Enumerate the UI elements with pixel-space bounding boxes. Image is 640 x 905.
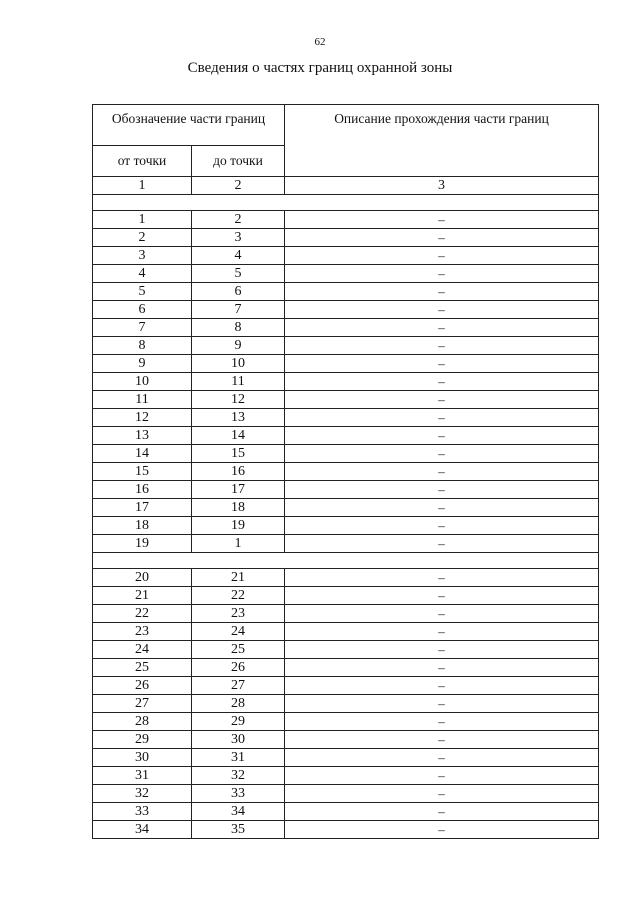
to-point-cell: 24 [192,623,285,641]
from-point-cell: 22 [93,605,192,623]
description-cell: – [285,605,599,623]
description-cell: – [285,283,599,301]
to-point-cell: 6 [192,283,285,301]
from-point-cell: 31 [93,767,192,785]
table-row [93,265,599,283]
table-row [93,301,599,319]
from-point-cell: 21 [93,587,192,605]
description-cell: – [285,427,599,445]
header-from-point: от точки [93,146,192,177]
to-point-cell: 31 [192,749,285,767]
table-row [93,785,599,803]
to-point-cell: 9 [192,337,285,355]
description-cell: – [285,659,599,677]
description-cell: – [285,641,599,659]
to-point-cell: 26 [192,659,285,677]
from-point-cell: 8 [93,337,192,355]
table-row [93,713,599,731]
to-point-cell: 30 [192,731,285,749]
table-row [93,659,599,677]
from-point-cell: 1 [93,211,192,229]
to-point-cell: 10 [192,355,285,373]
from-point-cell: 27 [93,695,192,713]
to-point-cell: 27 [192,677,285,695]
from-point-cell: 16 [93,481,192,499]
section-separator-row [93,553,599,569]
to-point-cell: 14 [192,427,285,445]
to-point-cell: 19 [192,517,285,535]
to-point-cell: 13 [192,409,285,427]
description-cell: – [285,695,599,713]
table-row [93,409,599,427]
table-row [93,229,599,247]
table-row [93,283,599,301]
table-row [93,391,599,409]
from-point-cell: 32 [93,785,192,803]
description-cell: – [285,355,599,373]
table-row [93,463,599,481]
table-row [93,731,599,749]
from-point-cell: 23 [93,623,192,641]
from-point-cell: 9 [93,355,192,373]
from-point-cell: 24 [93,641,192,659]
to-point-cell: 17 [192,481,285,499]
to-point-cell: 18 [192,499,285,517]
table-row [93,623,599,641]
from-point-cell: 2 [93,229,192,247]
description-cell: – [285,749,599,767]
header-row [93,105,599,146]
from-point-cell: 29 [93,731,192,749]
table-row [93,677,599,695]
to-point-cell: 16 [192,463,285,481]
from-point-cell: 26 [93,677,192,695]
description-cell: – [285,677,599,695]
description-cell: – [285,623,599,641]
description-cell: – [285,463,599,481]
boundary-parts-table [92,104,599,839]
to-point-cell: 29 [192,713,285,731]
from-point-cell: 18 [93,517,192,535]
description-cell: – [285,229,599,247]
from-point-cell: 25 [93,659,192,677]
description-cell: – [285,785,599,803]
description-cell: – [285,517,599,535]
to-point-cell: 7 [192,301,285,319]
header-to-point: до точки [192,146,285,177]
table-row [93,821,599,839]
to-point-cell: 32 [192,767,285,785]
description-cell: – [285,569,599,587]
description-cell: – [285,481,599,499]
to-point-cell: 4 [192,247,285,265]
table-row [93,587,599,605]
description-cell: – [285,319,599,337]
description-cell: – [285,409,599,427]
description-cell: – [285,713,599,731]
to-point-cell: 2 [192,211,285,229]
description-cell: – [285,587,599,605]
column-number-row [93,177,599,195]
description-cell: – [285,803,599,821]
table-row [93,569,599,587]
to-point-cell: 3 [192,229,285,247]
header-boundary-description: Описание прохождения части границ [285,105,599,177]
table-row [93,355,599,373]
to-point-cell: 22 [192,587,285,605]
table-row [93,517,599,535]
column-number: 2 [192,177,285,195]
from-point-cell: 13 [93,427,192,445]
table-row [93,535,599,553]
from-point-cell: 6 [93,301,192,319]
table-row [93,767,599,785]
from-point-cell: 14 [93,445,192,463]
table-row [93,337,599,355]
table-row [93,319,599,337]
description-cell: – [285,373,599,391]
description-cell: – [285,337,599,355]
table-row [93,641,599,659]
to-point-cell: 12 [192,391,285,409]
from-point-cell: 5 [93,283,192,301]
section-separator [93,195,599,211]
from-point-cell: 3 [93,247,192,265]
column-number: 3 [285,177,599,195]
description-cell: – [285,391,599,409]
from-point-cell: 33 [93,803,192,821]
table-row [93,803,599,821]
from-point-cell: 4 [93,265,192,283]
to-point-cell: 1 [192,535,285,553]
description-cell: – [285,211,599,229]
from-point-cell: 10 [93,373,192,391]
description-cell: – [285,445,599,463]
to-point-cell: 23 [192,605,285,623]
from-point-cell: 28 [93,713,192,731]
document-title: Сведения о частях границ охранной зоны [187,60,453,76]
to-point-cell: 35 [192,821,285,839]
section-separator-row [93,195,599,211]
description-cell: – [285,247,599,265]
to-point-cell: 28 [192,695,285,713]
to-point-cell: 8 [192,319,285,337]
description-cell: – [285,499,599,517]
to-point-cell: 25 [192,641,285,659]
to-point-cell: 15 [192,445,285,463]
from-point-cell: 34 [93,821,192,839]
from-point-cell: 20 [93,569,192,587]
from-point-cell: 30 [93,749,192,767]
description-cell: – [285,301,599,319]
from-point-cell: 11 [93,391,192,409]
section-separator [93,553,599,569]
from-point-cell: 17 [93,499,192,517]
table-row [93,481,599,499]
table-row [93,749,599,767]
to-point-cell: 21 [192,569,285,587]
to-point-cell: 34 [192,803,285,821]
table-row [93,373,599,391]
column-number: 1 [93,177,192,195]
table-row [93,695,599,713]
page-number: 62 [314,36,326,48]
from-point-cell: 19 [93,535,192,553]
to-point-cell: 33 [192,785,285,803]
description-cell: – [285,535,599,553]
header-boundary-designation: Обозначение части границ [93,105,285,146]
description-cell: – [285,731,599,749]
table-row [93,445,599,463]
table-row [93,499,599,517]
from-point-cell: 12 [93,409,192,427]
from-point-cell: 7 [93,319,192,337]
description-cell: – [285,265,599,283]
to-point-cell: 11 [192,373,285,391]
table-row [93,247,599,265]
description-cell: – [285,821,599,839]
table-row [93,427,599,445]
from-point-cell: 15 [93,463,192,481]
to-point-cell: 5 [192,265,285,283]
description-cell: – [285,767,599,785]
table-row [93,605,599,623]
table-row [93,211,599,229]
